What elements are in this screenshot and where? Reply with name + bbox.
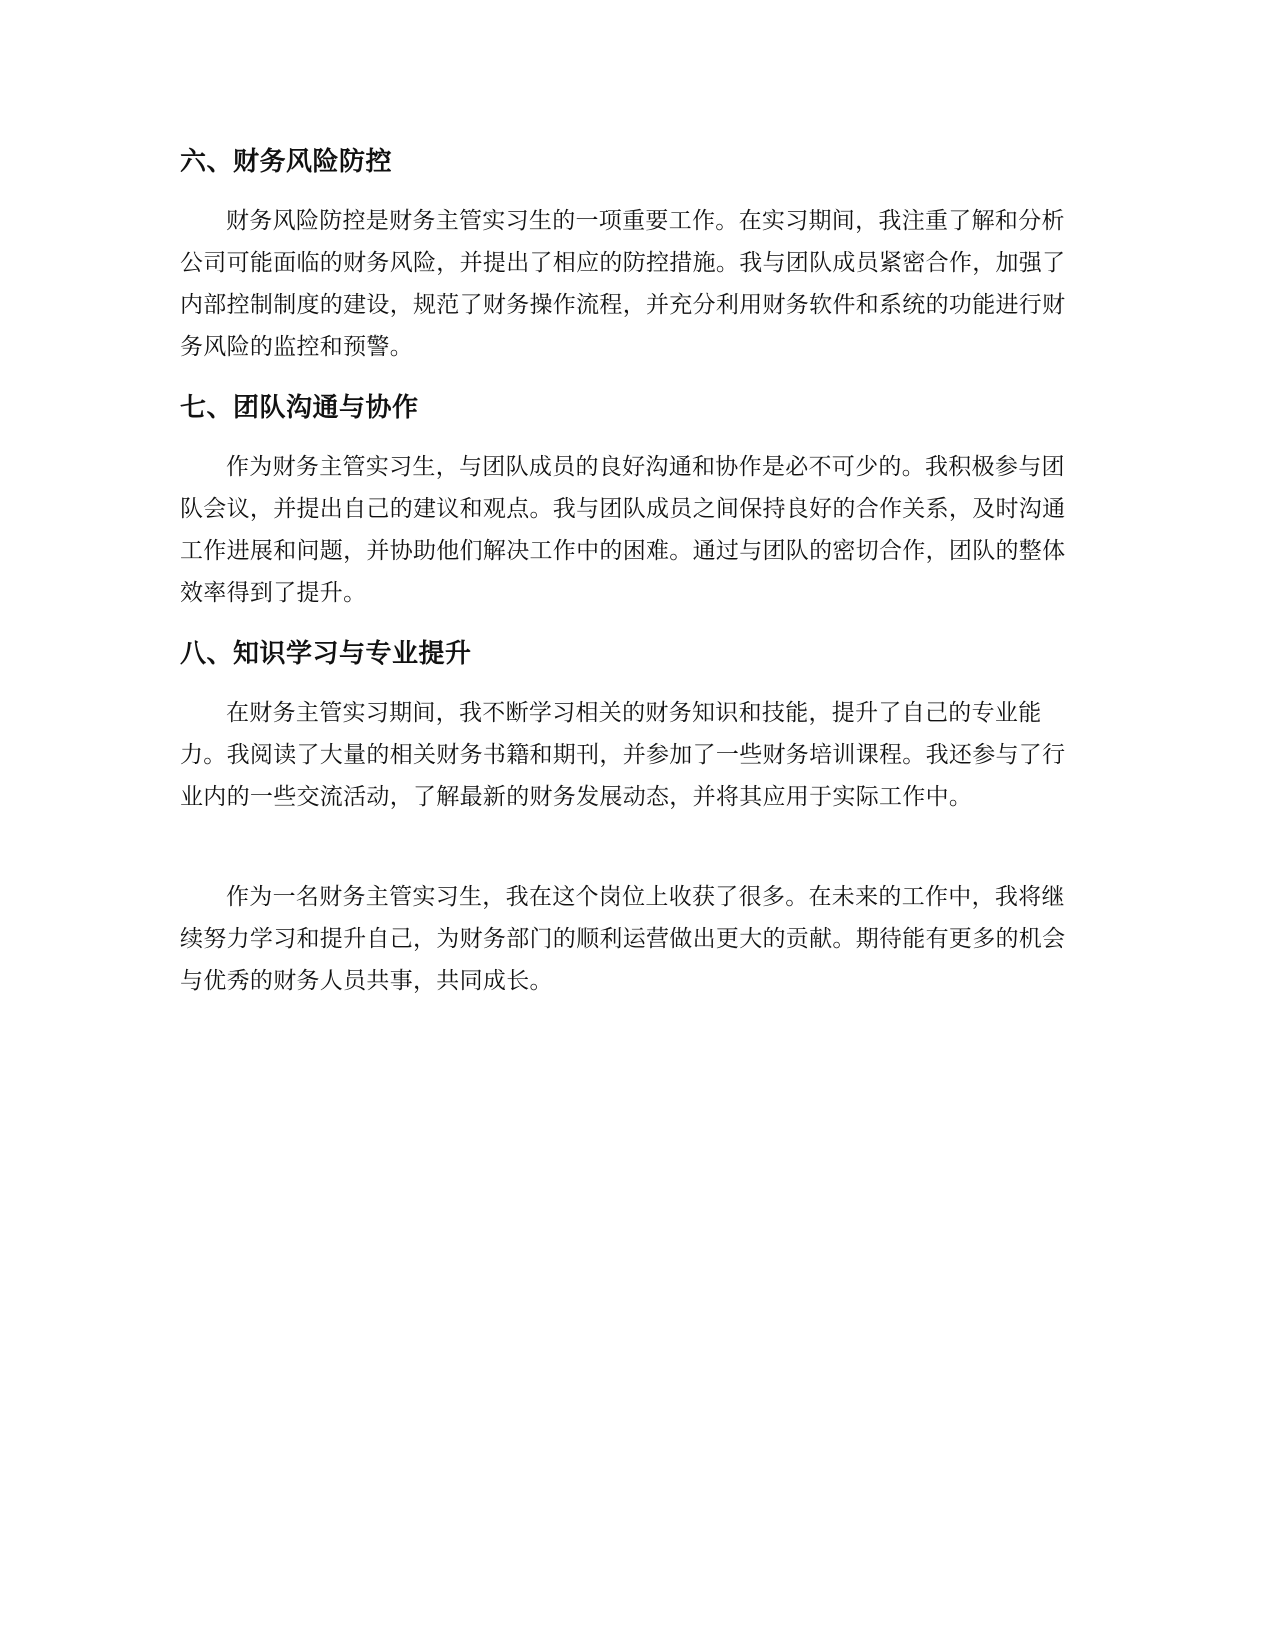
section-paragraph-financial-risk: 财务风险防控是财务主管实习生的一项重要工作。在实习期间，我注重了解和分析公司可能面临的财务风险，并提出了相应的防控措施。我与团队成员紧密合作，加强了内部控制制度的建设，规范了财务操作流程，并充分利用财务软件和系统的功能进行财务风险的监控和预警。	[180, 208, 1066, 360]
closing-paragraph: 作为一名财务主管实习生，我在这个岗位上收获了很多。在未来的工作中，我将继续努力学习和提升自己，为财务部门的顺利运营做出更大的贡献。期待能有更多的机会与优秀的财务人员共事，共同成长。	[180, 884, 1066, 994]
section-title-team-communication: 七、团队沟通与协作	[180, 393, 419, 423]
section-title-knowledge-learning: 八、知识学习与专业提升	[180, 639, 472, 669]
section-title-financial-risk: 六、财务风险防控	[180, 147, 393, 177]
section-paragraph-team-communication: 作为财务主管实习生，与团队成员的良好沟通和协作是必不可少的。我积极参与团队会议，并提出自己的建议和观点。我与团队成员之间保持良好的合作关系，及时沟通工作进展和问题，并协助他们解决工作中的困难。通过与团队的密切合作，团队的整体效率得到了提升。	[180, 454, 1066, 606]
section-paragraph-knowledge-learning: 在财务主管实习期间，我不断学习相关的财务知识和技能，提升了自己的专业能力。我阅读了大量的相关财务书籍和期刊，并参加了一些财务培训课程。我还参与了行业内的一些交流活动，了解最新的财务发展动态，并将其应用于实际工作中。	[180, 700, 1066, 810]
